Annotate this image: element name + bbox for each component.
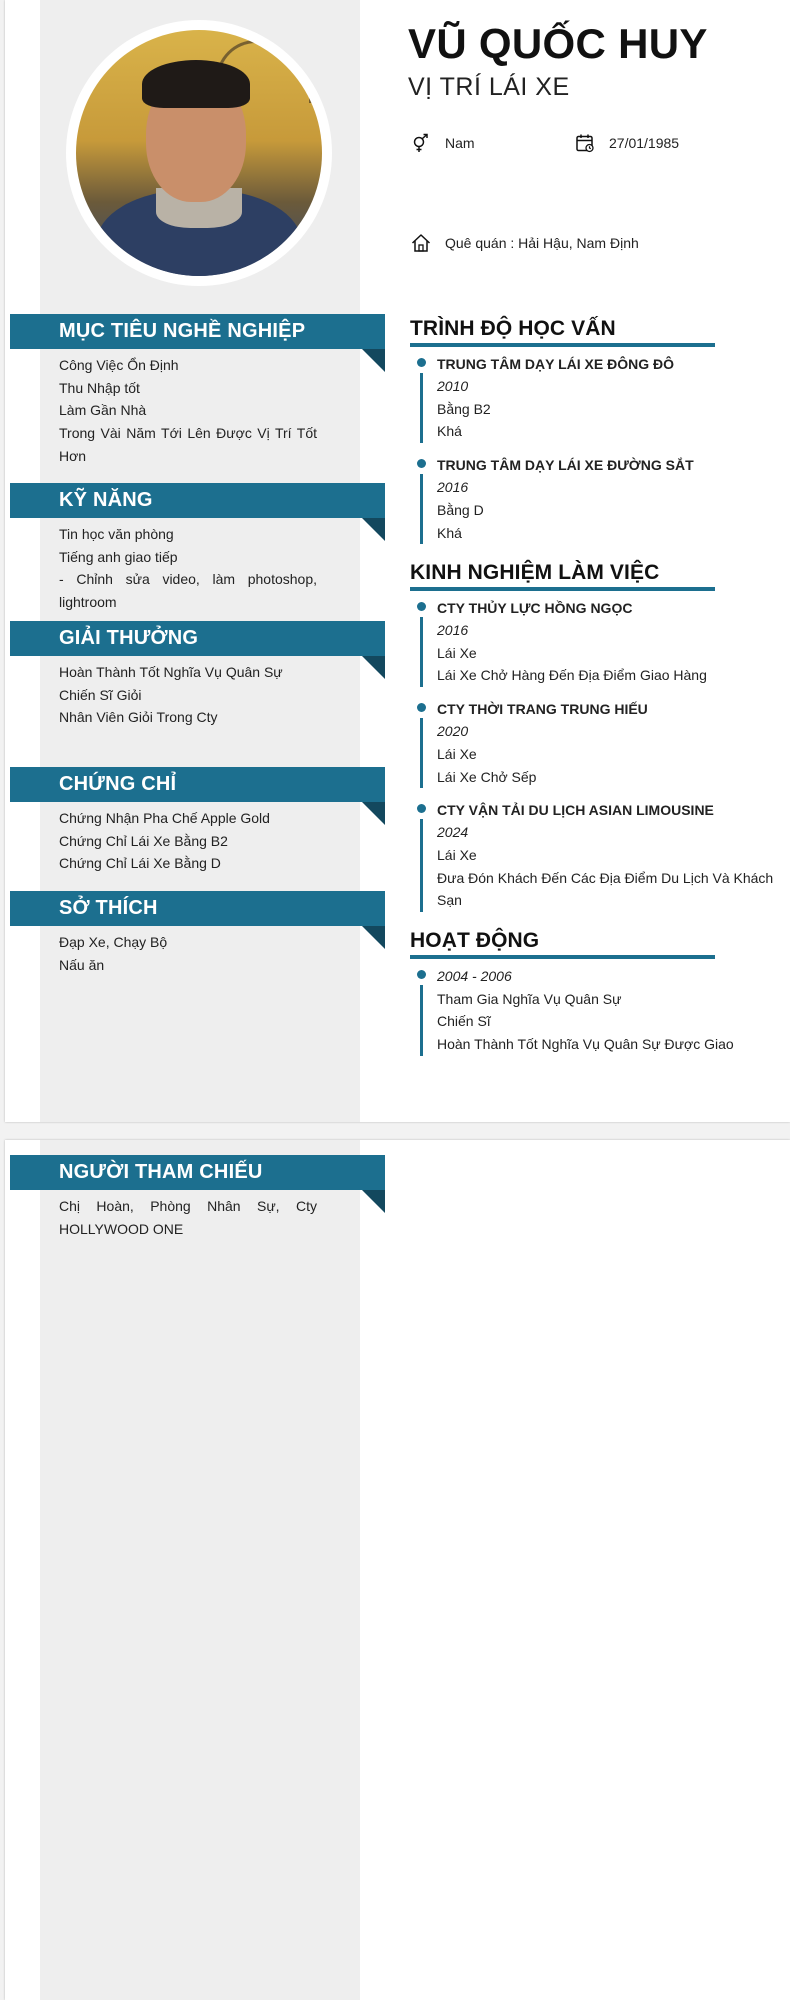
timeline-dot xyxy=(417,602,426,611)
gender-icon xyxy=(411,133,431,153)
cv-page-2 xyxy=(5,1140,790,2000)
experience-year: 2020 xyxy=(437,723,469,740)
education-year: 2016 xyxy=(437,479,469,496)
activity-line: Tham Gia Nghĩa Vụ Quân Sự xyxy=(437,990,622,1007)
list-item: Đạp Xe, Chạy Bộ xyxy=(59,934,168,950)
references-list xyxy=(59,1190,317,1240)
references-section xyxy=(10,1155,385,1240)
company-name: CTY THỦY LỰC HỒNG NGỌC xyxy=(437,600,633,616)
activities-section xyxy=(410,929,790,1056)
list-item: Tin học văn phòng xyxy=(59,526,174,542)
company-name: CTY VẬN TẢI DU LỊCH ASIAN LIMOUSINE xyxy=(437,802,714,819)
list-item: Hoàn Thành Tốt Nghĩa Vụ Quân Sự xyxy=(59,664,283,680)
list-item: Nấu ăn xyxy=(59,956,105,973)
education-grade: Khá xyxy=(437,524,462,541)
list-item: Làm Gần Nhà xyxy=(59,402,147,419)
hometown-value: Quê quán : Hải Hậu, Nam Định xyxy=(445,235,639,251)
job-position: VỊ TRÍ LÁI XE xyxy=(408,73,570,101)
list-item: Chứng Chỉ Lái Xe Bằng D xyxy=(59,855,221,872)
career-goal-section xyxy=(10,314,385,468)
sidebar-background xyxy=(40,1140,360,2000)
timeline-dot xyxy=(417,358,426,367)
calendar-icon xyxy=(575,133,595,153)
education-year: 2010 xyxy=(437,378,469,394)
list-item: Chứng Nhận Pha Chế Apple Gold xyxy=(59,810,270,826)
experience-year: 2016 xyxy=(437,622,469,638)
timeline-dot xyxy=(417,703,426,712)
awards-section xyxy=(10,621,385,729)
home-icon xyxy=(411,233,431,253)
list-item: Chị Hoàn, Phòng Nhân Sự, Cty HOLLYWOOD ONE xyxy=(59,1198,317,1237)
activity-line: Hoàn Thành Tốt Nghĩa Vụ Quân Sự Được Giao xyxy=(437,1036,734,1053)
list-item: - Chỉnh sửa video, làm photoshop, lightroom xyxy=(59,571,317,611)
list-item: Công Việc Ổn Định xyxy=(59,357,179,373)
hobbies-list xyxy=(59,926,317,976)
education-title: TRÌNH ĐỘ HỌC VẤN xyxy=(410,317,715,347)
certificates-list xyxy=(59,802,317,875)
experience-entry xyxy=(410,597,790,687)
list-item: Chứng Chỉ Lái Xe Bằng B2 xyxy=(59,832,228,849)
cv-page-1 xyxy=(5,0,790,1122)
profile-photo xyxy=(76,30,322,276)
certificates-title: CHỨNG CHỈ xyxy=(10,767,385,802)
education-entry xyxy=(410,353,790,443)
education-grade: Khá xyxy=(437,423,462,440)
hometown-row xyxy=(411,233,639,253)
gender-value: Nam xyxy=(445,135,475,151)
timeline-dot xyxy=(417,970,426,979)
experience-title: KINH NGHIỆM LÀM VIỆC xyxy=(410,561,715,591)
activity-period: 2004 - 2006 xyxy=(437,968,512,984)
hobbies-section xyxy=(10,891,385,976)
education-entry xyxy=(410,454,790,544)
gender-row xyxy=(411,133,475,153)
experience-role: Lái Xe xyxy=(437,644,477,661)
experience-role: Lái Xe xyxy=(437,846,477,863)
experience-role: Lái Xe xyxy=(437,745,477,762)
experience-desc: Lái Xe Chở Sếp xyxy=(437,768,537,785)
activities-title: HOẠT ĐỘNG xyxy=(410,929,715,959)
experience-entry xyxy=(410,698,790,788)
experience-desc: Đưa Đón Khách Đến Các Địa Điểm Du Lịch Và Khách Sạn xyxy=(437,869,774,909)
hobbies-title: SỞ THÍCH xyxy=(10,891,385,926)
career-goal-list xyxy=(59,349,317,468)
activity-line: Chiến Sĩ xyxy=(437,1013,491,1030)
education-degree: Bằng B2 xyxy=(437,400,491,417)
references-title: NGƯỜI THAM CHIẾU xyxy=(10,1155,385,1190)
education-section xyxy=(410,317,790,544)
list-item: Thu Nhập tốt xyxy=(59,379,140,396)
certificates-section xyxy=(10,767,385,875)
skills-list xyxy=(59,518,317,614)
school-name: TRUNG TÂM DẠY LÁI XE ĐƯỜNG SẮT xyxy=(437,457,694,474)
experience-desc: Lái Xe Chở Hàng Đến Địa Điểm Giao Hàng xyxy=(437,667,707,684)
experience-year: 2024 xyxy=(437,824,469,841)
experience-section xyxy=(410,561,790,912)
candidate-name: VŨ QUỐC HUY xyxy=(408,20,708,67)
activity-entry xyxy=(410,965,790,1056)
list-item: Chiến Sĩ Giỏi xyxy=(59,686,142,703)
birthdate-value: 27/01/1985 xyxy=(609,135,680,151)
awards-list xyxy=(59,656,317,729)
avatar xyxy=(66,20,332,286)
awards-title: GIẢI THƯỞNG xyxy=(10,621,385,656)
company-name: CTY THỜI TRANG TRUNG HIẾU xyxy=(437,701,648,718)
school-name: TRUNG TÂM DẠY LÁI XE ĐÔNG ĐÔ xyxy=(437,356,674,372)
education-degree: Bằng D xyxy=(437,501,484,518)
timeline-dot xyxy=(417,804,426,813)
skills-title: KỸ NĂNG xyxy=(10,483,385,518)
birthdate-row xyxy=(575,133,679,153)
list-item: Nhân Viên Giỏi Trong Cty xyxy=(59,709,218,726)
experience-entry xyxy=(410,799,790,912)
career-goal-title: MỤC TIÊU NGHỀ NGHIỆP xyxy=(10,314,385,349)
timeline-dot xyxy=(417,459,426,468)
list-item: Tiếng anh giao tiếp xyxy=(59,548,178,565)
skills-section xyxy=(10,483,385,614)
list-item: Trong Vài Năm Tới Lên Được Vị Trí Tốt Hơn xyxy=(59,425,317,464)
